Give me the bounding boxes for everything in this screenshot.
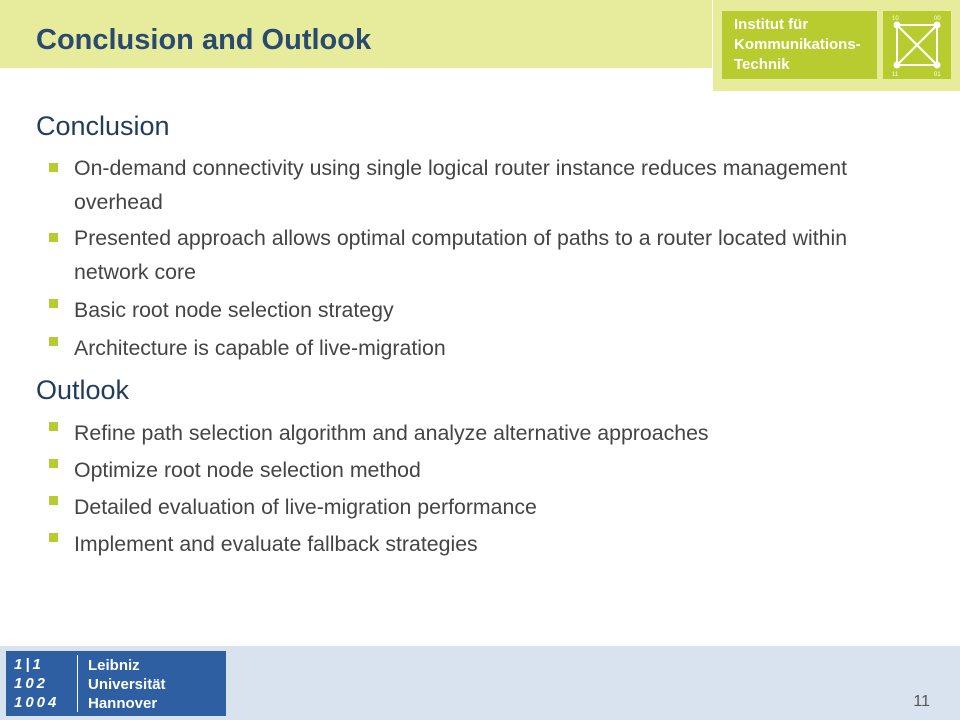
bullet-square-icon [49, 299, 58, 308]
mark-node-bl [894, 62, 901, 69]
mark-node-tr [934, 22, 941, 29]
section-heading-conclusion: Conclusion [36, 111, 170, 141]
list-item-text: Detailed evaluation of live-migration performance [74, 495, 537, 519]
list-item-text: On-demand connectivity using single logical router instance reduces management overhead [74, 156, 848, 214]
ikt-logo-line-2: Kommunikations- [734, 36, 861, 53]
list-item-text: Implement and evaluate fallback strategies [74, 532, 478, 556]
mark-label-br: 01 [934, 72, 941, 78]
ikt-logo-line-1: Institut für [734, 16, 809, 33]
luh-digit-row-2: 102 [14, 675, 49, 692]
list-item-text: Architecture is capable of live-migration [74, 336, 446, 360]
bullet-square-icon [49, 496, 58, 505]
luh-logo-name [88, 656, 166, 713]
list-item-text: Presented approach allows optimal computation of paths to a router located within network core [74, 226, 848, 284]
ikt-network-mark-icon [883, 11, 951, 79]
mark-label-bl: 11 [892, 72, 899, 78]
ikt-network-mark-svg [883, 11, 951, 79]
list-item-text: Refine path selection algorithm and analyze alternative approaches [74, 421, 709, 445]
slide-title: Conclusion and Outlook [36, 24, 372, 56]
bullet-square-icon [49, 533, 58, 542]
bullet-square-icon [49, 422, 58, 431]
list-item-text: Optimize root node selection method [74, 458, 421, 482]
mark-label-tl: 10 [892, 16, 899, 22]
ikt-logo-line-3: Technik [734, 56, 790, 73]
bullet-square-icon [49, 337, 58, 346]
luh-logo-digits [14, 655, 74, 712]
list-item-text: Basic root node selection strategy [74, 298, 394, 322]
bullet-square-icon [49, 163, 58, 172]
luh-logo-divider [77, 655, 78, 712]
page-number: 11 [913, 693, 930, 710]
section-heading-outlook: Outlook [36, 375, 130, 405]
mark-node-br [934, 62, 941, 69]
mark-label-tr: 00 [934, 16, 941, 22]
bullet-square-icon [49, 233, 58, 242]
bullet-square-icon [49, 459, 58, 468]
luh-digit-row-1: 1|1 [14, 656, 44, 673]
ikt-logo-text [734, 15, 874, 75]
luh-name-line-3: Hannover [88, 695, 158, 712]
luh-digit-row-3: 1004 [14, 694, 60, 711]
mark-node-tl [894, 22, 901, 29]
luh-name-line-1: Leibniz [88, 657, 140, 674]
luh-name-line-2: Universität [88, 676, 166, 693]
